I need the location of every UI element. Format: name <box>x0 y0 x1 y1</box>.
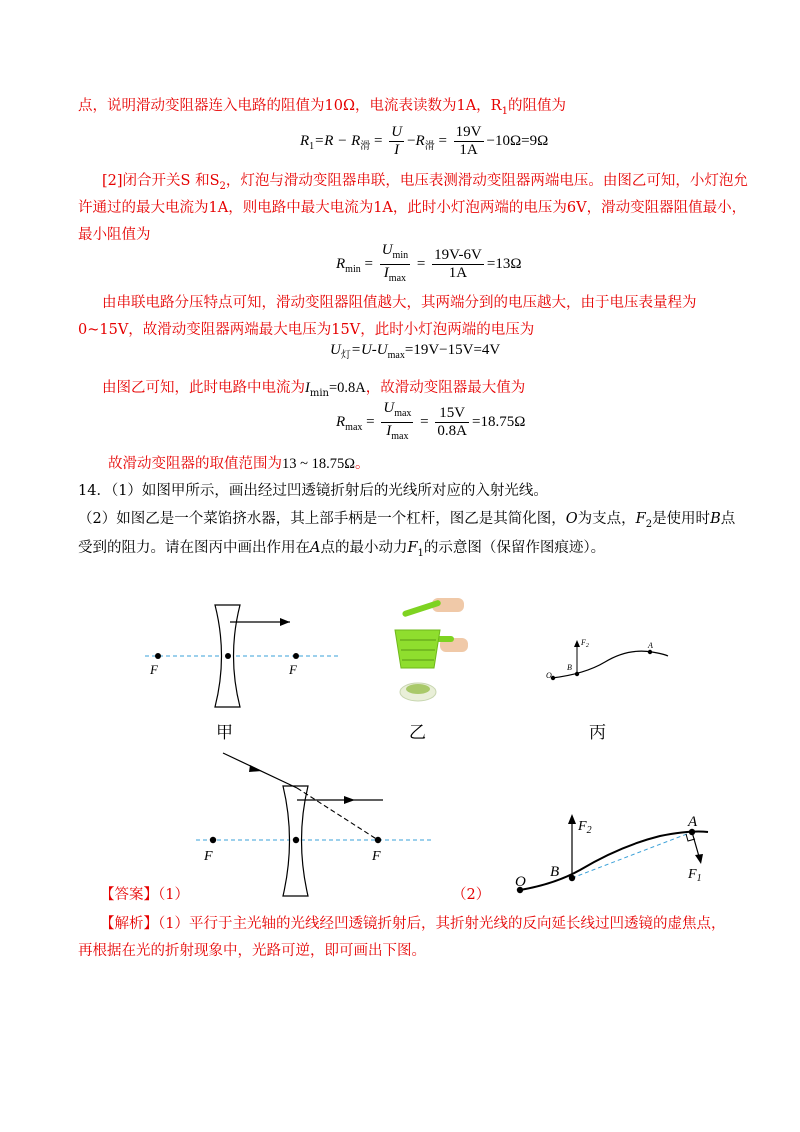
svg-text:O: O <box>515 874 526 890</box>
analysis-line1: 【解析】（1）平行于主光轴的光线经凹透镜折射后，其折射光线的反向延长线过凹透镜的虚焦点， <box>100 916 726 932</box>
answer-label-2: （2） <box>452 887 491 903</box>
para2-line1: [2]闭合开关S 和$S_2$，灯泡与滑动变阻器串联，电压表测滑动变阻器两端电压。由图乙可知，小灯泡允 <box>102 173 748 192</box>
lever-curve <box>520 832 708 891</box>
question-figures <box>0 590 800 750</box>
svg-text:A: A <box>648 641 653 650</box>
svg-text:F: F <box>204 849 213 864</box>
figure-yi <box>395 598 468 742</box>
svg-text:F1: $F_1$ <box>688 867 702 884</box>
svg-text:B: B <box>567 663 572 672</box>
incident-arrow-icon <box>249 765 262 772</box>
q14-line2: （2）如图乙是一个菜馅挤水器，其上部手柄是一个杠杆，图乙是其简化图，O为支点，$F_2$是使用时B点 <box>78 511 736 530</box>
focus-dot-left <box>155 653 161 659</box>
focus-label-left: F <box>150 662 158 677</box>
svg-text:B: B <box>550 864 560 880</box>
answer-label: 【答案】（1） <box>100 887 189 903</box>
range-line: 故滑动变阻器的取值范围为13 ~ 18.75Ω。 <box>108 456 370 472</box>
lens-center-dot <box>293 837 299 843</box>
arrowhead-icon <box>695 854 703 864</box>
caption-jia: 甲 <box>216 723 233 742</box>
point-a-dot <box>648 650 652 654</box>
caption-yi: 乙 <box>409 723 426 742</box>
extension-line <box>297 788 378 840</box>
equation-rmax: $R_{max}$ = $\frac{U_{max}}{I_{max}}$ = $\frac{15V}{0.8A}$ =18.75Ω <box>336 400 526 442</box>
equation-r1: $R_1=R - R_滑$ = $\frac{U}{I}$ $-R_滑$ = $\frac{19V}{1A}$ −10Ω=9Ω <box>300 124 549 158</box>
para3-line1: 由串联电路分压特点可知，滑动变阻器阻值越大，其两端分到的电压越大，由于电压表量程为 <box>102 295 697 311</box>
caption-bing: 丙 <box>589 723 606 742</box>
answer-figure-lens <box>196 753 432 896</box>
intro-line: 点，说明滑动变阻器连入电路的阻值为10Ω，电流表读数为1A，$R_1$的阻值为 <box>78 98 566 117</box>
focus-dot-right <box>293 653 299 659</box>
refracted-arrow-icon <box>344 796 355 804</box>
equation-ulamp: $U_灯=U-U_{max}=19V-15V=4V$ <box>330 342 501 361</box>
svg-text:A: A <box>688 814 698 830</box>
focus-dot-right <box>375 837 381 843</box>
focus-dot-left <box>210 837 216 843</box>
ray-arrow-icon <box>280 618 290 626</box>
moment-arm-line <box>572 832 692 878</box>
svg-text:O: O <box>546 671 552 680</box>
arrowhead-icon <box>574 640 580 647</box>
svg-text:F2: $F_2$ <box>578 819 592 836</box>
answer-figure-lever <box>515 814 708 893</box>
figure-bing <box>546 638 668 742</box>
q14-line1: 14．（1）如图甲所示，画出经过凹透镜折射后的光线所对应的入射光线。 <box>78 483 548 499</box>
svg-text:F2: $F_2$ <box>581 638 589 649</box>
figure-jia <box>145 605 340 742</box>
squeezer-bowl <box>395 630 440 668</box>
arrowhead-icon <box>568 814 576 824</box>
answer-figures <box>0 748 800 908</box>
q14-line3: 受到的阻力。请在图丙中画出作用在A点的最小动力$F_1$的示意图（保留作图痕迹）。 <box>78 540 606 559</box>
lens-center-dot <box>225 653 231 659</box>
para4-line: 由图乙可知，此时电路中电流为$I_{min}=0.8A$，故滑动变阻器最大值为 <box>102 380 526 399</box>
para3-line2: 0~15V，故滑动变阻器两端最大电压为15V，此时小灯泡两端的电压为 <box>78 322 535 338</box>
para2-line3: 最小阻值为 <box>78 227 151 243</box>
analysis-line2: 再根据在光的折射现象中，光路可逆，即可画出下图。 <box>78 943 426 959</box>
focus-label-right: F <box>289 662 297 677</box>
para2-line2: 许通过的最大电流为1A，则电路中最大电流为1A，此时小灯泡两端的电压为6V，滑动变阻器阻值最小， <box>78 200 747 216</box>
svg-text:F: F <box>372 849 381 864</box>
equation-rmin: $R_{min}$ = $\frac{U_{min}}{I_{max}}$ = $\frac{19V-6V}{1A}$ =13Ω <box>336 242 522 284</box>
